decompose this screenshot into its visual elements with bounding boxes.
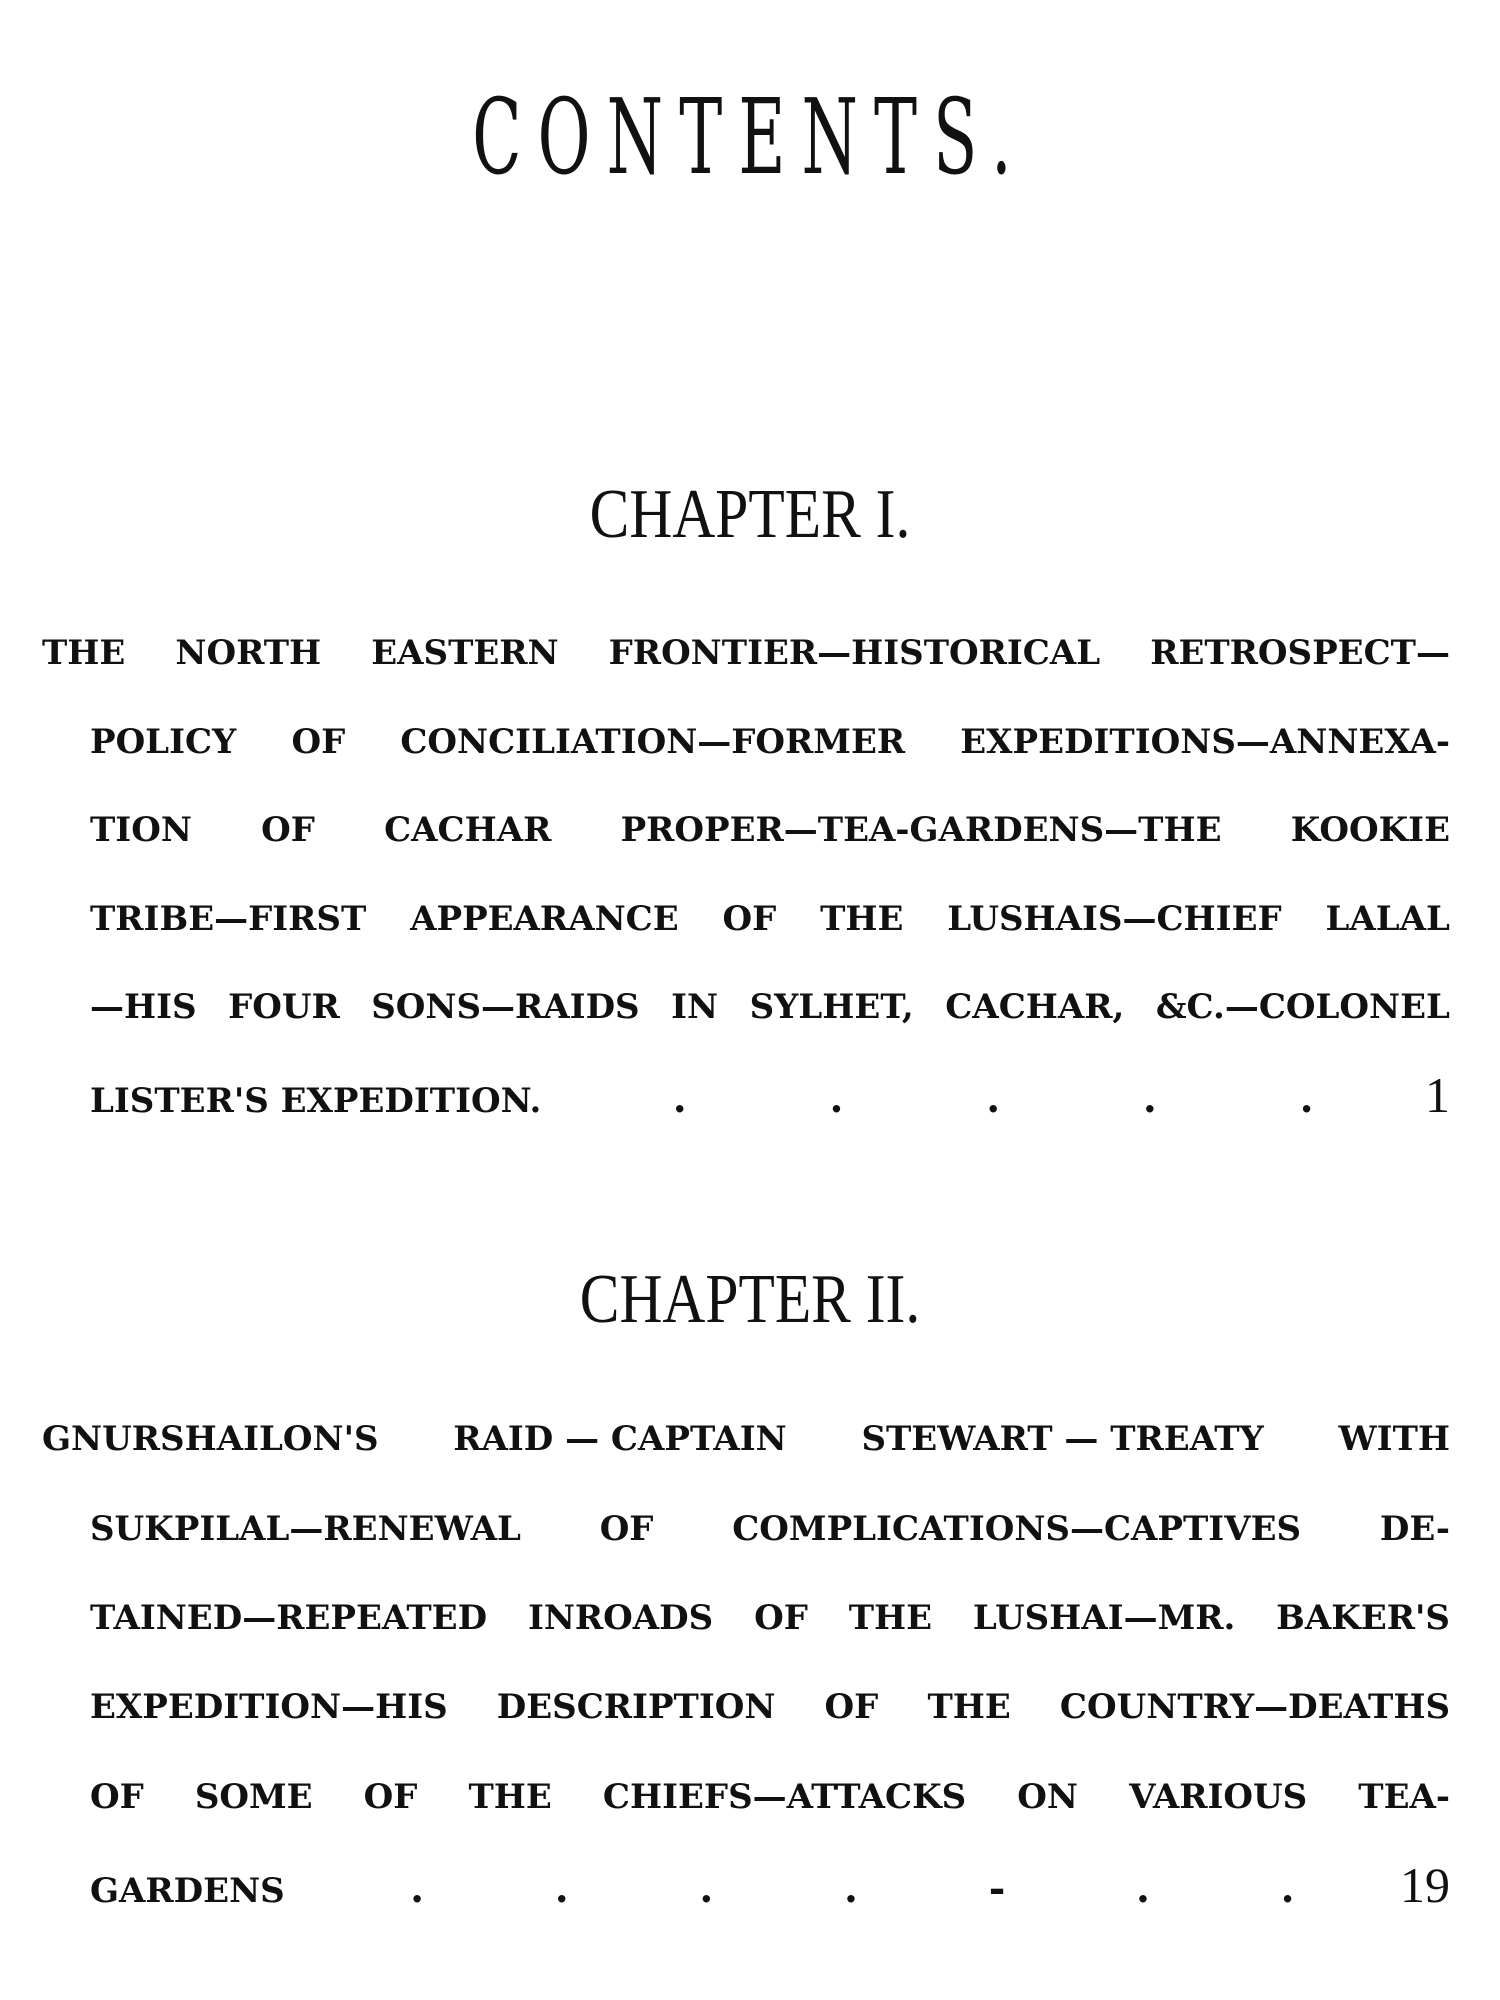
chapter-1-summary-line-2	[90, 722, 1450, 762]
dot-leader: . . . . .	[672, 1075, 1314, 1122]
word: OF	[261, 810, 315, 850]
word: ON	[1017, 1777, 1078, 1817]
word: COUNTRY—DEATHS	[1059, 1687, 1450, 1727]
word: PROPER—TEA-GARDENS—THE	[620, 810, 1222, 850]
word: OF	[90, 1777, 144, 1817]
word: LALAL	[1325, 899, 1450, 939]
word: NORTH	[175, 633, 322, 673]
word: THE	[42, 633, 126, 673]
chapter-2-toc-entry	[90, 1857, 1450, 1913]
word: OF	[722, 899, 777, 939]
word: EXPEDITION—HIS	[90, 1687, 448, 1727]
word: TAINED—REPEATED	[90, 1598, 488, 1638]
word: WITH	[1338, 1419, 1450, 1459]
word: EXPEDITIONS—ANNEXA-	[960, 722, 1450, 762]
word: OF	[363, 1777, 418, 1817]
word: FOUR	[228, 987, 340, 1027]
chapter-1-summary-line-4	[90, 899, 1450, 939]
chapter-1-summary-line-3	[90, 810, 1450, 850]
word: SYLHET,	[749, 987, 914, 1027]
word: GNURSHAILON'S	[42, 1419, 379, 1459]
word: CACHAR	[384, 810, 552, 850]
chapter-1-summary-line-1	[42, 633, 1450, 673]
chapter-1-summary-last-line: LISTER'S EXPEDITION.	[90, 1081, 542, 1121]
word: &C.—COLONEL	[1155, 987, 1450, 1027]
word: KOOKIE	[1290, 810, 1450, 850]
chapter-2-summary-last-line: GARDENS	[90, 1871, 285, 1911]
word: TEA-	[1358, 1777, 1450, 1817]
word: LUSHAIS—CHIEF	[947, 899, 1282, 939]
word: STEWART — TREATY	[861, 1419, 1264, 1459]
word: POLICY	[90, 722, 237, 762]
word: OF	[291, 722, 346, 762]
chapter-1-page-number: 1	[1425, 1067, 1450, 1123]
word: THE	[927, 1687, 1011, 1727]
word: EASTERN	[371, 633, 559, 673]
chapter-1-toc-entry	[90, 1067, 1450, 1123]
word: FRONTIER—HISTORICAL	[608, 633, 1101, 673]
word: CHIEFS—ATTACKS	[602, 1777, 967, 1817]
chapter-2-summary-line-1	[42, 1419, 1450, 1459]
word: OF	[824, 1687, 879, 1727]
word: CACHAR,	[945, 987, 1125, 1027]
word: TION	[90, 810, 192, 850]
word: LUSHAI—MR.	[972, 1598, 1236, 1638]
word: TRIBE—FIRST	[90, 899, 367, 939]
word: —HIS	[90, 987, 197, 1027]
word: SOME	[194, 1777, 313, 1817]
word: OF	[599, 1509, 654, 1549]
word: RAID — CAPTAIN	[453, 1419, 787, 1459]
chapter-1-heading: CHAPTER I.	[589, 476, 911, 553]
word: APPEARANCE	[410, 899, 679, 939]
word: COMPLICATIONS—CAPTIVES	[732, 1509, 1302, 1549]
word: RETROSPECT—	[1150, 633, 1450, 673]
page-title: CONTENTS.	[472, 76, 1028, 198]
word: THE	[468, 1777, 552, 1817]
chapter-2-summary-line-4	[90, 1687, 1450, 1727]
word: DESCRIPTION	[496, 1687, 776, 1727]
chapter-2-summary-line-3	[90, 1598, 1450, 1638]
word: SONS—RAIDS	[371, 987, 640, 1027]
chapter-1-summary-line-5	[90, 987, 1450, 1027]
chapter-2-summary-line-2	[90, 1509, 1450, 1549]
chapter-2-page-number: 19	[1400, 1857, 1450, 1913]
word: OF	[754, 1598, 808, 1638]
word: CONCILIATION—FORMER	[400, 722, 906, 762]
word: SUKPILAL—RENEWAL	[90, 1509, 521, 1549]
chapter-2-summary-line-5	[90, 1777, 1450, 1817]
word: INROADS	[527, 1598, 714, 1638]
word: BAKER'S	[1276, 1598, 1450, 1638]
dot-leader: . . . . - . .	[410, 1865, 1295, 1912]
word: THE	[848, 1598, 933, 1638]
word: DE-	[1379, 1509, 1450, 1549]
word: IN	[671, 987, 719, 1027]
word: THE	[820, 899, 904, 939]
word: VARIOUS	[1129, 1777, 1308, 1817]
chapter-2-heading: CHAPTER II.	[579, 1261, 921, 1338]
